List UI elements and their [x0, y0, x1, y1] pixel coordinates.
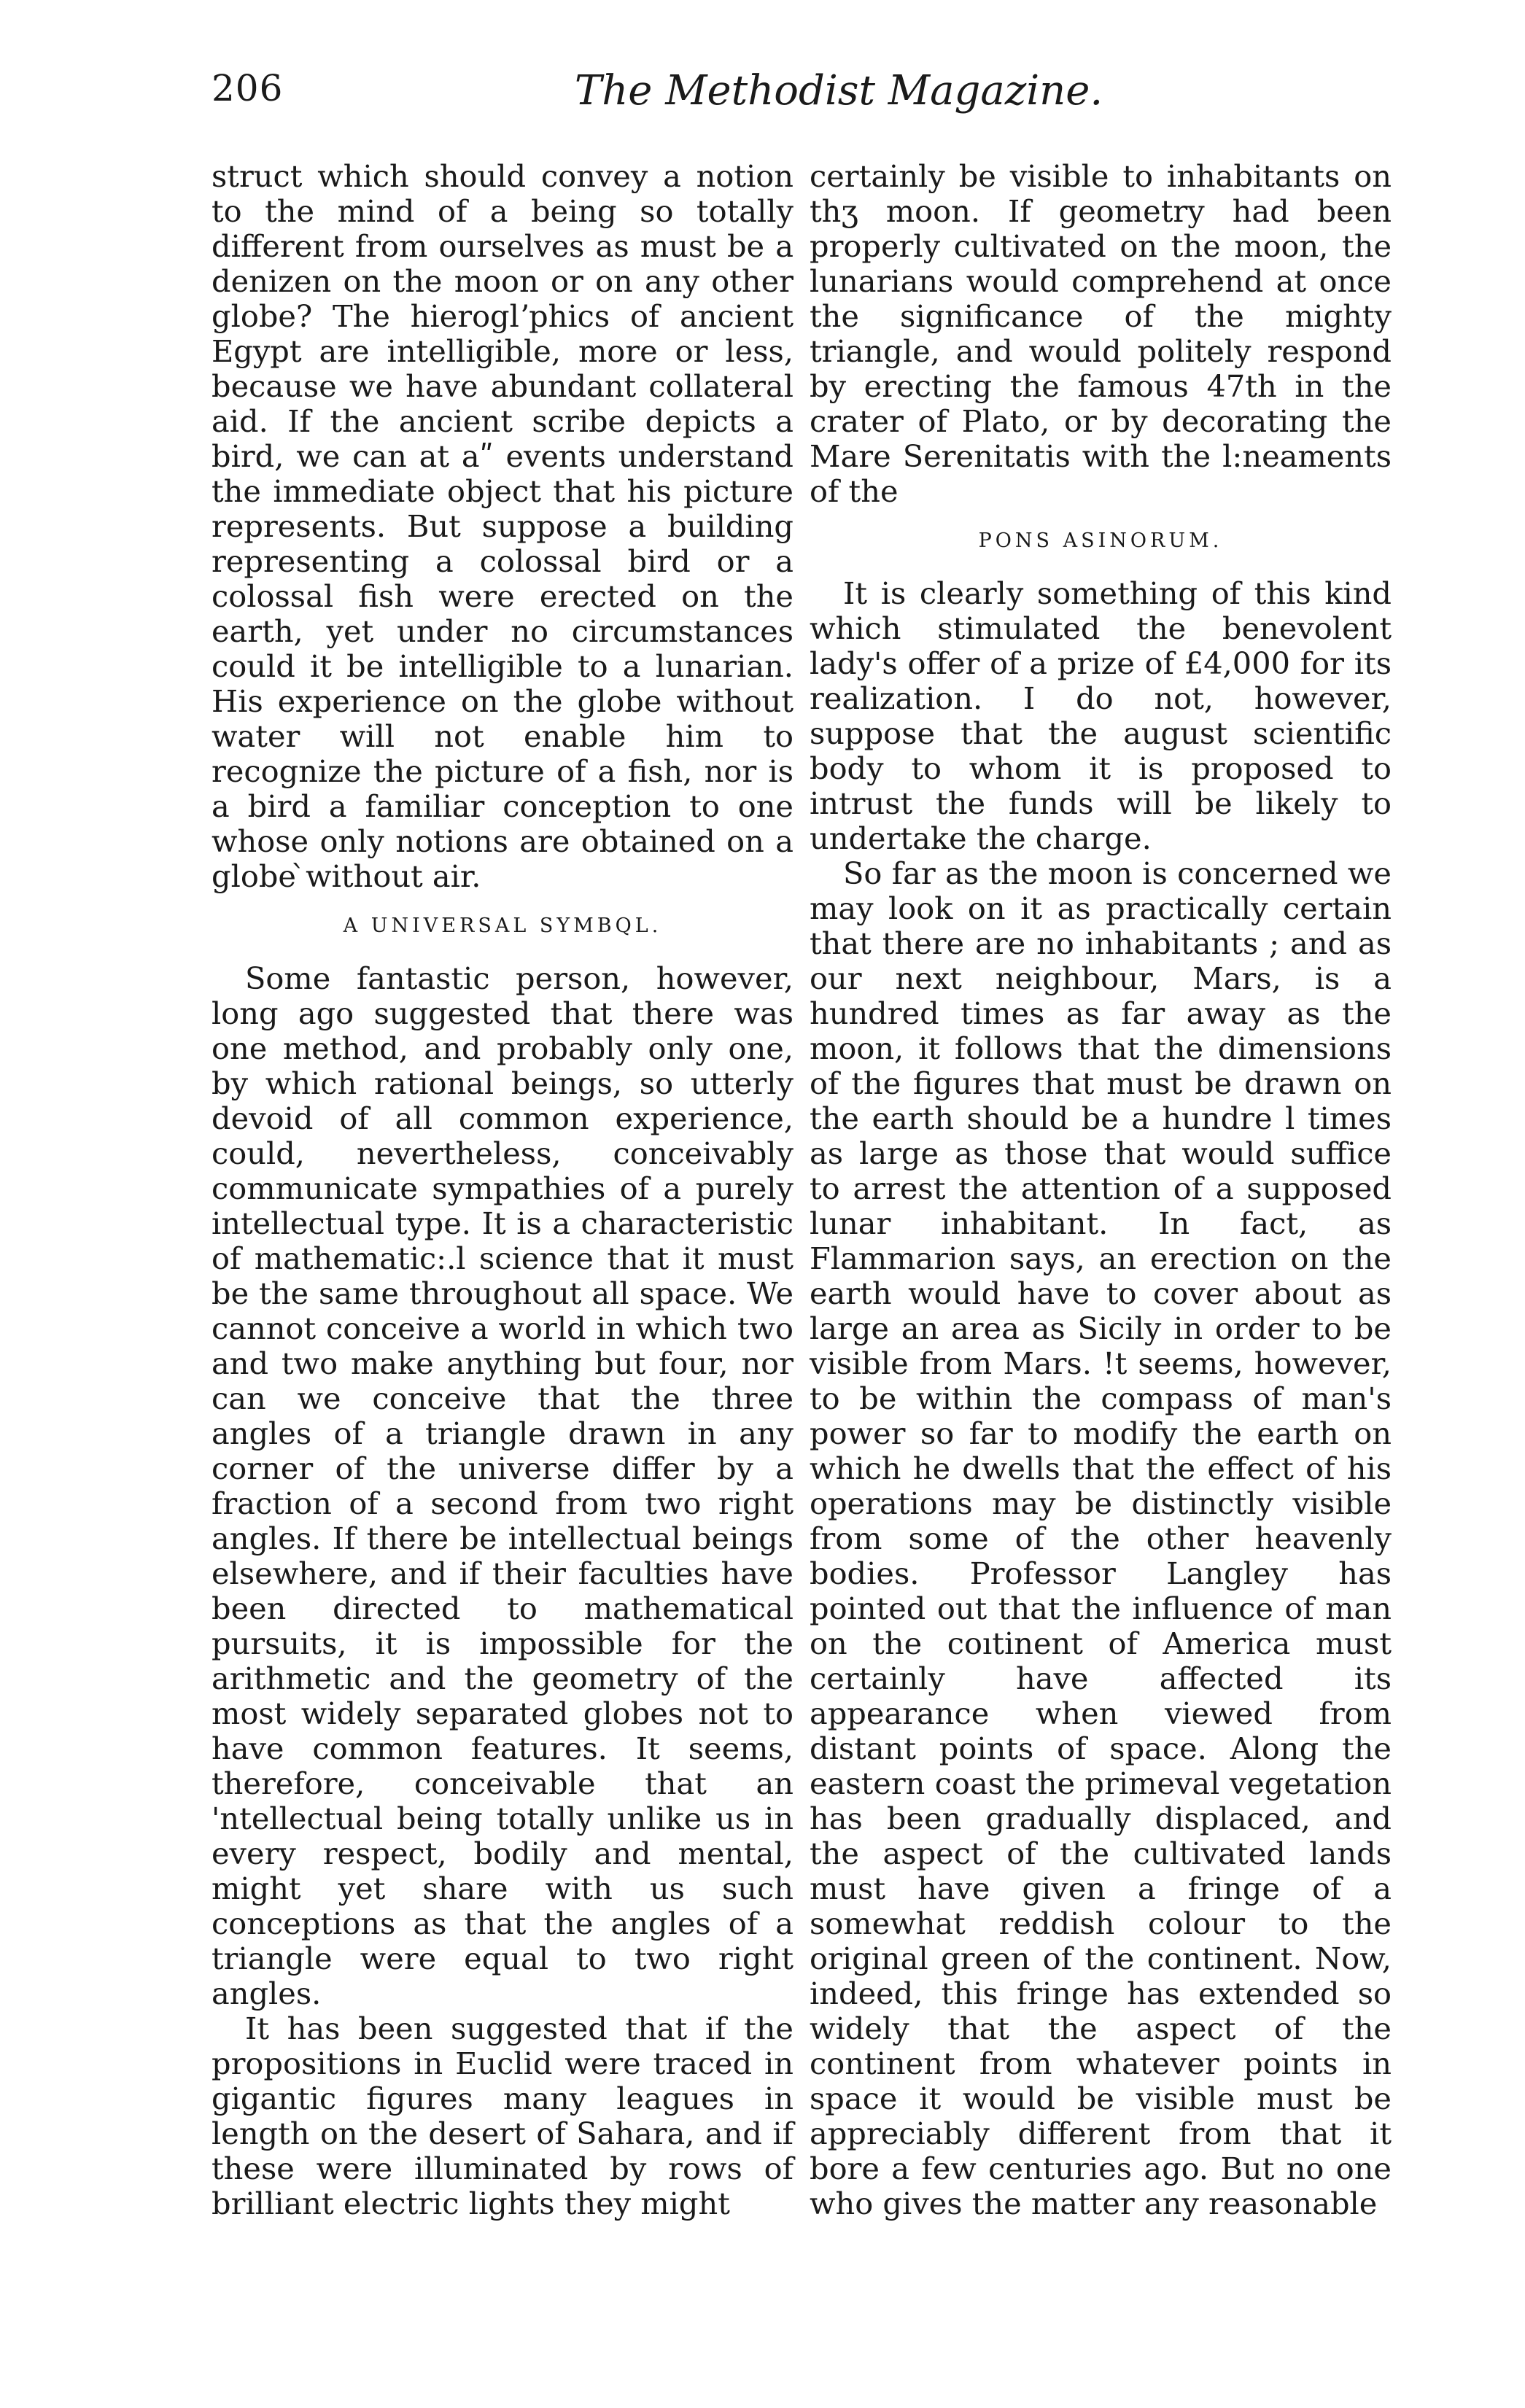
- body-paragraph: Some fantastic person, however, long ago suggested that there was one method, and probably only one, by which rational beings, so utterly devoid of all common experience, could, nevertheless, conceivably communicate sympathies of a purely intellectual type. It is a characteristic of mathematic:.l science that it must be the same throughout all space. We cannot conceive a world in which two and two make anything but four, nor can we conceive that the three angles of a triangle drawn in any corner of the universe differ by a fraction of a second from two right angles. If there be intellectual beings elsewhere, and if their faculties have been directed to mathematical pursuits, it is impossible for the arithmetic and the geometry of the most widely separated globes not to have common features. It seems, therefore, conceivable that an 'ntellectual being totally unlike us in every respect, bodily and mental, might yet share with us such conceptions as that the angles of a triangle were equal to two right angles.: [212, 960, 793, 2011]
- left-column: [212, 159, 793, 2221]
- page-number: 206: [212, 67, 284, 109]
- body-paragraph: So far as the moon is concerned we may look on it as practically certain that there are no inhabitants ; and as our next neighbour, Mars, is a hundred times as far away as the moon, it follows that the dimensions of the figures that must be drawn on the earth should be a hundre l times as large as those that would suffice to arrest the attention of a supposed lunar inhabitant. In fact, as Flammarion says, an erection on the earth would have to cover about as large an area as Sicily in order to be visible from Mars. !t seems, however, to be within the compass of man's power so far to modify the earth on which he dwells that the effect of his operations may be distinctly visible from some of the other heavenly bodies. Professor Langley has pointed out that the influence of man on the coıtinent of America must certainly have affected its appearance when viewed from distant points of space. Along the eastern coast the primeval vegetation has been gradually displaced, and the aspect of the cultivated lands must have given a fringe of a somewhat reddish colour to the original green of the continent. Now, indeed, this fringe has extended so widely that the aspect of the continent from whatever points in space it would be visible must be appreciably different from that it bore a few centuries ago. But no one who gives the matter any reasonable: [810, 855, 1392, 2221]
- right-column: [810, 159, 1392, 2221]
- body-paragraph: It is clearly something of this kind which stimulated the benevolent lady's offer of a prize of £4,000 for its realization. I do not, however, suppose that the august scientific body to whom it is proposed to intrust the funds will be likely to undertake the charge.: [810, 575, 1392, 856]
- running-title: The Methodist Magazine.: [574, 67, 1103, 114]
- page-header: [212, 67, 1378, 133]
- body-paragraph: struct which should convey a notion to the mind of a being so totally different from ourselves as must be a denizen on the moon or on any other globe? The hieroglʼphics of ancient Egypt are intelligible, more or less, because we have abundant collateral aid. If the ancient scribe depicts a bird, we can at aʺ events understand the immediate object that his picture represents. But suppose a building representing a colossal bird or a colossal fish were erected on the earth, yet under no circumstances could it be intelligible to a lunarian. His experience on the globe without water will not enable him to recognize the picture of a fish, nor is a bird a familiar conception to one whose only notions are obtained on a globe ̀without air.: [212, 158, 793, 894]
- body-paragraph: It has been suggested that if the propositions in Euclid were traced in gigantic figures many leagues in length on the desert of Sahara, and if these were illuminated by rows of brilliant electric lights they might: [212, 2011, 793, 2221]
- body-paragraph: certainly be visible to inhabitants on thʒ moon. If geometry had been properly cultivated on the moon, the lunarians would comprehend at once the significance of the mighty triangle, and would politely respond by erecting the famous 47th in the crater of Plato, or by decorating the Mare Serenitatis with the l:neaments of the: [810, 158, 1392, 509]
- section-subhead: A UNIVERSAL SYMBQL.: [343, 914, 662, 937]
- section-subhead: PONS ASINORUM.: [978, 529, 1223, 552]
